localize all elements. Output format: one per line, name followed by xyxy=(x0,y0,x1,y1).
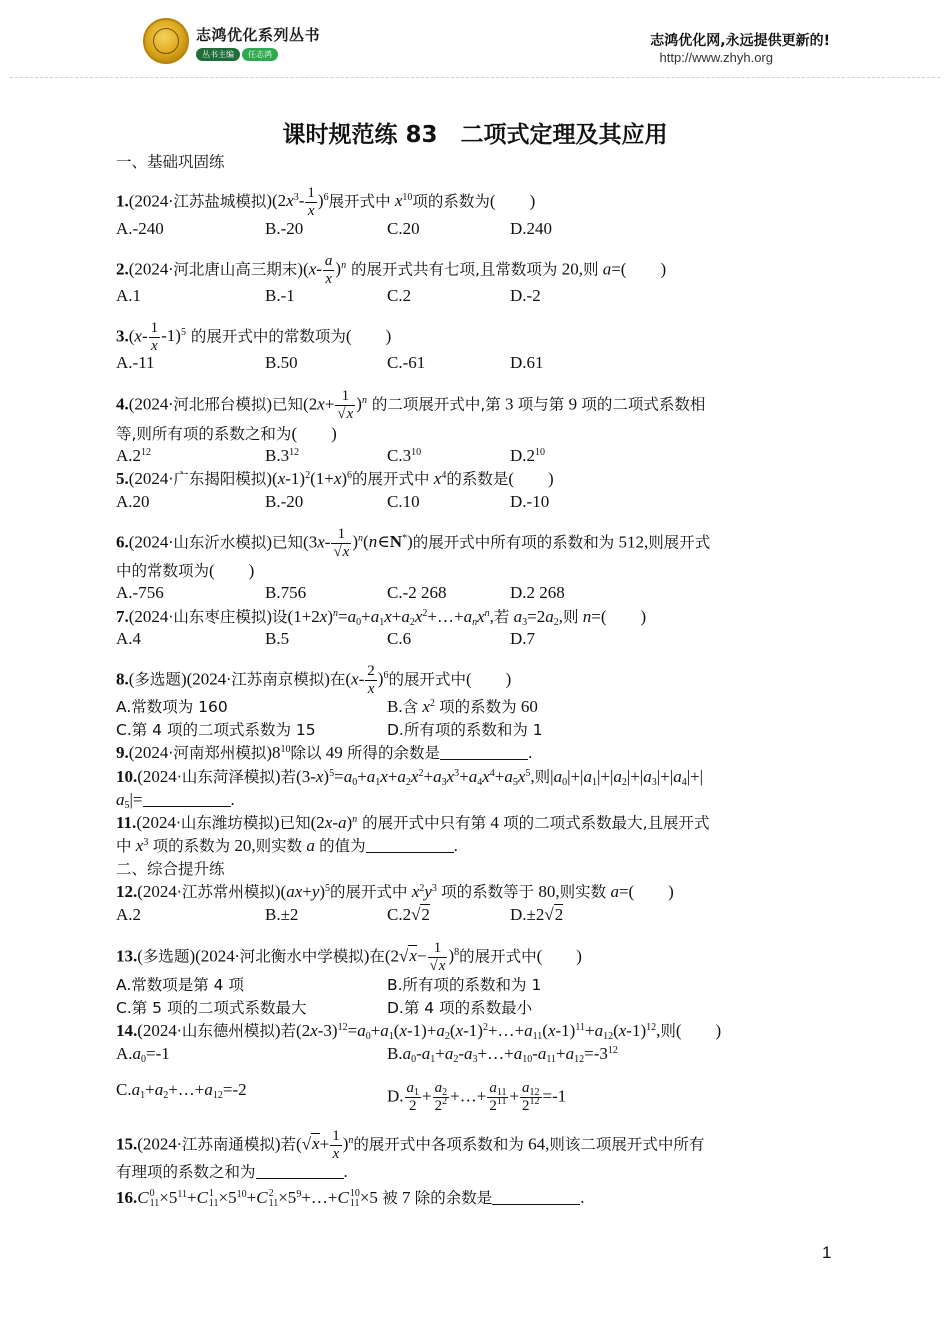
q3-option-a: A.-11 xyxy=(116,353,155,372)
question-13: 13.(多选题)(2024·河北衡水中学模拟)在(2√x− $\frac{1}{√x}$ )$^8$的展开式中( ) xyxy=(116,940,582,974)
question-12: 12.(2024·江苏常州模拟)$(ax+y)^5$的展开式中 $x^2y^3$ 项的系数等于 80,则实数 a=( ) xyxy=(116,882,674,901)
q13-option-b xyxy=(387,975,541,995)
question-14: 14.(2024·山东德州模拟)若$(2x-3)^{12}=a_0+a_1(x-1)+a_2(x-1)^2+\dots+a_{11}(x-1)^{11}+a_{12}(x-1)^{12}$,则( ) xyxy=(116,1021,722,1042)
q3-option-b: B.50 xyxy=(265,353,298,372)
section-basic: 一、基础巩固练 xyxy=(116,153,225,171)
q13-option-a-text: A.常数项是第 4 项 xyxy=(116,976,244,994)
question-9: 9.(2024·河南郑州模拟)$8^{10}$除以 49 所得的余数是 . xyxy=(116,743,533,762)
q14-option-a: $A.a_0=-1$ xyxy=(116,1044,170,1065)
q4-option-a: $A.2^{12}$ xyxy=(116,446,152,465)
q13-option-a xyxy=(116,975,244,995)
question-3: 3.(x- $\frac{1}{x}$ -1)$^5$ 的展开式中的常数项为( ) xyxy=(116,320,392,354)
q12-option-c: C.2√2 xyxy=(387,905,430,924)
q9-number: 9. xyxy=(116,743,129,762)
q5-option-b: B.-20 xyxy=(265,492,304,511)
q2-option-b: B.-1 xyxy=(265,286,295,305)
q4-option-b: $B.3^{12}$ xyxy=(265,446,300,465)
answer-blank[interactable] xyxy=(366,837,454,853)
q2-option-a: A.1 xyxy=(116,286,142,305)
q12-option-d: D.±2√2 xyxy=(510,905,564,924)
answer-blank[interactable] xyxy=(143,791,231,807)
question-10: 10.(2024·山东菏泽模拟)若$(3-x)^5=a_0+a_1x+a_2x^2+a_3x^3+a_4x^4+a_5x^5$,则$|a_0|+|a_1|+|a_2|+|a_3|+|a_4|+|$ xyxy=(116,767,704,788)
question-5: 5.(2024·广东揭阳模拟)$(x-1)^2(1+x)^6$的展开式中 $x^4$的系数是( ) xyxy=(116,469,554,488)
q4-number: 4. xyxy=(116,394,129,414)
q7-number: 7. xyxy=(116,607,129,626)
q14-option-b: $B.a_0-a_1+a_2-a_3+\dots+a_{10}-a_{11}+a_{12}=-3^{12}$ xyxy=(387,1044,618,1065)
q4-option-c: $C.3^{10}$ xyxy=(387,446,422,465)
q5-option-c: C.10 xyxy=(387,492,420,511)
answer-blank[interactable] xyxy=(256,1163,344,1179)
q5-number: 5. xyxy=(116,469,129,488)
q13-option-d-text: D.第 4 项的系数最小 xyxy=(387,999,533,1017)
q7-option-c: C.6 xyxy=(387,629,412,648)
q2-number: 2. xyxy=(116,259,129,279)
page-title: 课时规范练 83 二项式定理及其应用 xyxy=(282,122,668,148)
page-number: 1 xyxy=(822,1243,832,1262)
q14-number: 14. xyxy=(116,1021,138,1040)
q11-number: 11. xyxy=(116,813,137,832)
q15-number: 15. xyxy=(116,1134,138,1154)
question-4-cont: 等,则所有项的系数之和为( ) xyxy=(116,424,337,443)
question-15-cont: 有理项的系数之和为 . xyxy=(116,1162,348,1181)
q12-option-a: A.2 xyxy=(116,905,142,924)
q10-number: 10. xyxy=(116,767,138,786)
q7-option-a: A.4 xyxy=(116,629,142,648)
header-divider xyxy=(10,77,940,78)
q5-option-d: D.-10 xyxy=(510,492,550,511)
question-2: 2.(2024·河北唐山高三期末)(x- $\frac{a}{x}$ )$^n$ 的展开式共有七项,且常数项为 20,则 a=( ) xyxy=(116,253,667,287)
q12-number: 12. xyxy=(116,882,138,901)
q8-option-b: B.含 $x^2$ 项的系数为 60 xyxy=(387,697,538,716)
q1-option-a: A.-240 xyxy=(116,219,164,238)
q8-option-c xyxy=(116,720,316,740)
question-6: 6.(2024·山东沂水模拟)已知(3x- $\frac{1}{√x}$ )$^n$(n∈N*)的展开式中所有项的系数和为 512,则展开式 xyxy=(116,526,711,560)
editor-badge xyxy=(196,48,278,61)
q1-number: 1. xyxy=(116,191,129,211)
brand-name: 志鸿优化系列丛书 xyxy=(196,26,321,44)
question-16: 16.C 0 11 $\times 5^{11}+C$ 1 11 $\times 5^{10}+C$ 2 11 $\times 5^9+\dots+C$ 10 11 ×5 被 7 除的余数是 . xyxy=(116,1188,585,1210)
q3-option-d: D.61 xyxy=(510,353,544,372)
editor-label: 丛书主编 xyxy=(196,48,240,61)
q13-option-c xyxy=(116,998,306,1018)
site-slogan: 志鸿优化网,永远提供更新的! xyxy=(650,33,830,49)
q6-option-d: D.2 268 xyxy=(510,583,565,602)
q6-option-b: B.756 xyxy=(265,583,307,602)
q8-option-c-text: C.第 4 项的二项式系数为 15 xyxy=(116,721,316,739)
page-header xyxy=(0,0,950,82)
q14-option-d: D. $\frac{a_1}{2}$ + $\frac{a_2}{2^2}$ +…+ $\frac{a_{11}}{2^{11}}$ + $\frac{a_{12}}{2^{12}}$ =-1 xyxy=(387,1080,567,1114)
q2-option-d: D.-2 xyxy=(510,286,541,305)
question-6-cont: 中的常数项为( ) xyxy=(116,561,255,580)
question-7: 7.(2024·山东枣庄模拟)设$(1+2x)^n=a_0+a_1x+a_2x^2+\dots+a_nx^n$,若 $a_3=2a_2$,则 n=( ) xyxy=(116,607,647,628)
question-15: 15.(2024·江苏南通模拟)若(√x+ $\frac{1}{x}$ )$^n$的展开式中各项系数和为 64,则该二项展开式中所有 xyxy=(116,1128,705,1162)
q13-option-c-text: C.第 5 项的二项式系数最大 xyxy=(116,999,307,1017)
q8-option-a-text: A.常数项为 160 xyxy=(116,698,228,716)
brand-logo-icon xyxy=(143,18,189,64)
q1-option-c: C.20 xyxy=(387,219,420,238)
q7-option-b: B.5 xyxy=(265,629,290,648)
question-10-cont: $a_5|=$ . xyxy=(116,790,235,811)
question-11-cont: 中 $x^3$ 项的系数为 20,则实数 a 的值为 . xyxy=(116,836,458,855)
q13-number: 13. xyxy=(116,946,138,966)
question-4: 4.(2024·河北邢台模拟)已知(2x+ $\frac{1}{√x}$ )$^n$ 的二项展开式中,第 3 项与第 9 项的二项式系数相 xyxy=(116,388,706,422)
question-8: 8.(多选题)(2024·江苏南京模拟)在(x- $\frac{2}{x}$ )$^6$的展开式中( ) xyxy=(116,663,512,697)
q6-option-c: C.-2 268 xyxy=(387,583,447,602)
question-11: 11.(2024·山东潍坊模拟)已知$(2x-a)^n$ 的展开式中只有第 4 项的二项式系数最大,且展开式 xyxy=(116,813,710,832)
q6-option-a: A.-756 xyxy=(116,583,164,602)
q4-option-d: $D.2^{10}$ xyxy=(510,446,546,465)
q5-option-a: A.20 xyxy=(116,492,150,511)
question-1: 1.(2024·江苏盐城模拟)($2x^3-$ $\frac{1}{x}$ )$^6$展开式中 $x^{10}$项的系数为( ) xyxy=(116,185,536,219)
q6-number: 6. xyxy=(116,532,129,552)
q8-option-d-text: D.所有项的系数和为 1 xyxy=(387,721,543,739)
answer-blank[interactable] xyxy=(440,744,528,760)
q16-number: 16. xyxy=(116,1188,138,1207)
answer-blank[interactable] xyxy=(492,1189,580,1205)
q12-option-b: B.±2 xyxy=(265,905,299,924)
q1-option-d: D.240 xyxy=(510,219,553,238)
q13-option-d xyxy=(387,998,532,1018)
q3-number: 3. xyxy=(116,326,129,346)
q7-option-d: D.7 xyxy=(510,629,536,648)
q3-option-c: C.-61 xyxy=(387,353,426,372)
q8-option-d xyxy=(387,720,543,740)
q8-number: 8. xyxy=(116,669,129,689)
editor-name: 任志鸿 xyxy=(242,48,278,61)
q8-option-a xyxy=(116,697,228,717)
q13-option-b-text: B.所有项的系数和为 1 xyxy=(387,976,542,994)
q1-option-b: B.-20 xyxy=(265,219,304,238)
q2-option-c: C.2 xyxy=(387,286,412,305)
q14-option-c: $C.a_1+a_2+\dots+a_{12}=-2$ xyxy=(116,1080,247,1101)
section-advanced: 二、综合提升练 xyxy=(116,860,225,878)
site-url: http://www.zhyh.org xyxy=(659,50,773,65)
